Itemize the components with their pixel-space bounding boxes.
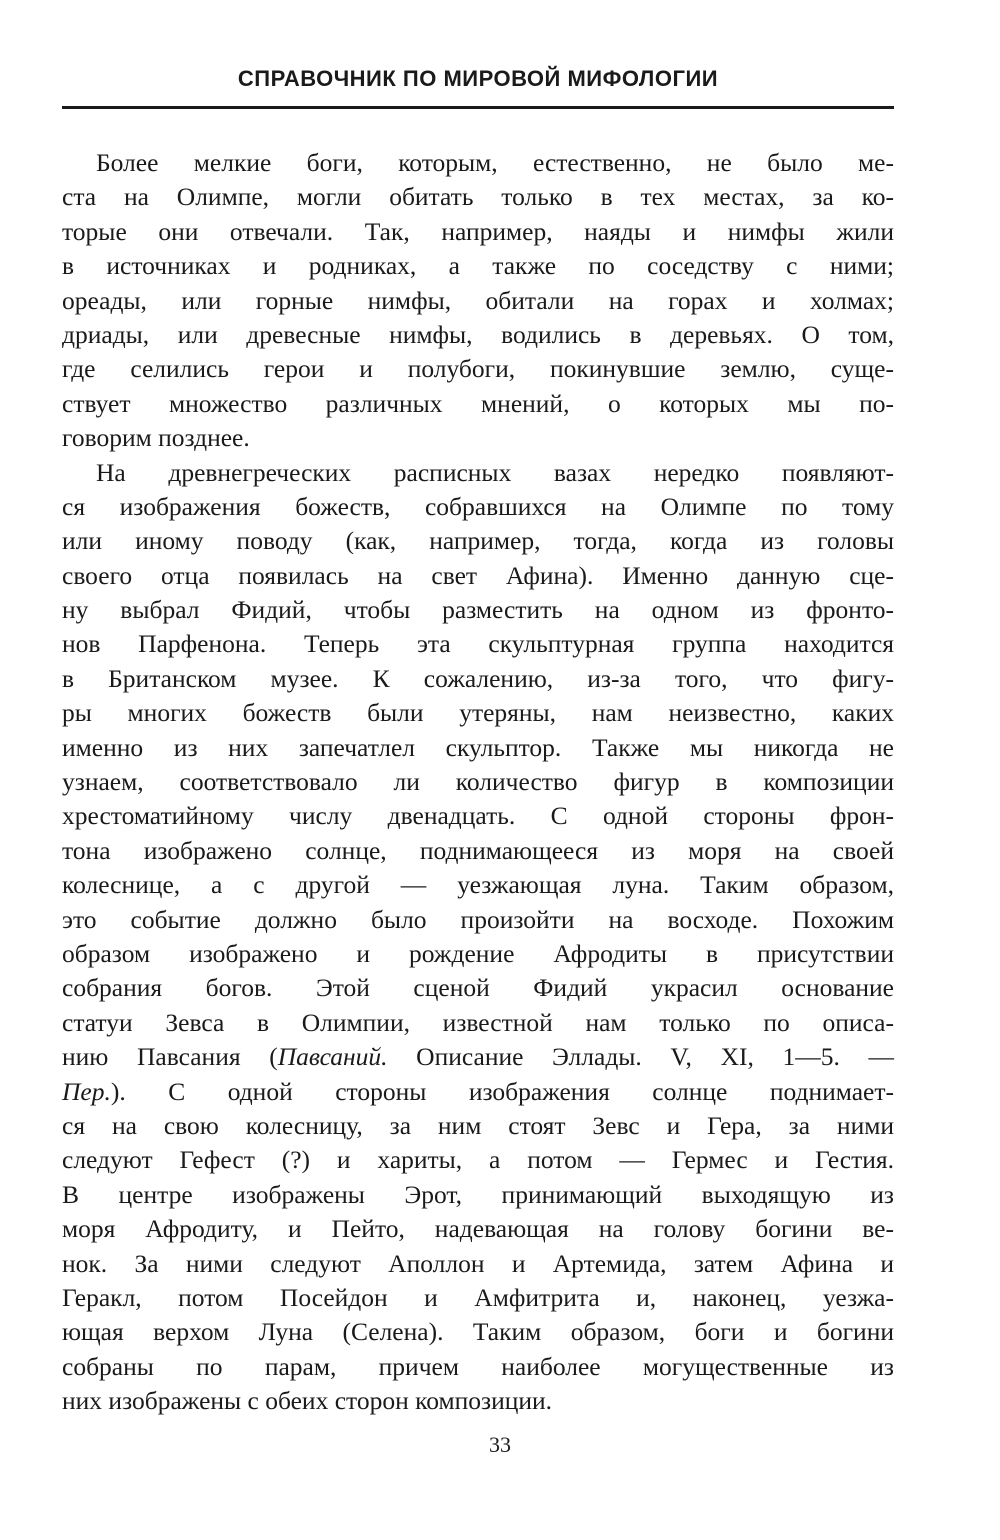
text-line: узнаем, соответствовало ли количество фигур в композиции <box>62 767 894 797</box>
text-line: говорим позднее. <box>62 423 250 453</box>
body-text <box>62 146 894 1418</box>
text-line: моря Афродиту, и Пейто, надевающая на голову богини ве- <box>62 1214 894 1244</box>
text-line: нов Парфенона. Теперь эта скульптурная группа находится <box>62 629 894 659</box>
text-line: это событие должно было произойти на восходе. Похожим <box>62 904 894 934</box>
text-line: ся изображения божеств, собравшихся на Олимпе по тому <box>62 491 894 521</box>
text-line: тона изображено солнце, поднимающееся из моря на своей <box>62 835 894 865</box>
text-line: хрестоматийному числу двенадцать. С одной стороны фрон- <box>62 801 894 831</box>
text-line: Геракл, потом Посейдон и Амфитрита и, наконец, уезжа- <box>62 1282 894 1312</box>
text-line: ну выбрал Фидий, чтобы разместить на одном из фронто- <box>62 595 894 625</box>
text-line: Более мелкие боги, которым, естественно, не было ме- <box>96 148 894 177</box>
text-line: собрания богов. Этой сценой Фидий украсил основание <box>62 973 894 1003</box>
text-line: ореады, или горные нимфы, обитали на горах и холмах; <box>62 285 894 315</box>
text-line: На древнегреческих расписных вазах нередко появляют- <box>96 457 894 487</box>
text-line: торые они отвечали. Так, например, наяды и нимфы жили <box>62 216 894 246</box>
text-line: где селились герои и полубоги, покинувшие землю, суще- <box>62 354 894 384</box>
text-line: ры многих божеств были утеряны, нам неизвестно, каких <box>62 698 894 728</box>
text-fragment: нию Павсания ( <box>62 1042 278 1072</box>
text-line-translator-note <box>62 1075 894 1109</box>
text-line: собраны по парам, причем наиболее могущественные из <box>62 1351 894 1381</box>
running-head-title: СПРАВОЧНИК ПО МИРОВОЙ МИФОЛОГИИ <box>237 66 719 91</box>
text-line: ся на свою колесницу, за ним стоят Зевс и Гера, за ними <box>62 1110 894 1140</box>
text-line: следуют Гефест (?) и хариты, а потом — Гермес и Гестия. <box>62 1145 894 1175</box>
text-line: в Британском музее. К сожалению, из-за того, что фигу- <box>62 663 894 693</box>
text-fragment: Описание Эллады. V, XI, 1—5. — <box>387 1042 894 1072</box>
text-fragment: ). С одной стороны изображения солнце поднимает- <box>110 1076 894 1106</box>
text-line: своего отца появилась на свет Афина). Именно данную сце- <box>62 560 894 590</box>
text-line-pausanias <box>62 1040 894 1074</box>
text-line: дриады, или древесные нимфы, водились в деревьях. О том, <box>62 319 894 349</box>
header-rule <box>62 106 894 109</box>
text-line: образом изображено и рождение Афродиты в присутствии <box>62 938 894 968</box>
text-line: ста на Олимпе, могли обитать только в тех местах, за ко- <box>62 182 894 212</box>
text-line: именно из них запечатлел скульптор. Также мы никогда не <box>62 732 894 762</box>
page-number: 33 <box>489 1432 511 1457</box>
text-line: в источниках и родниках, а также по соседству с ними; <box>62 251 894 281</box>
text-line: колеснице, а с другой — уезжающая луна. Таким образом, <box>62 870 894 900</box>
italic-translator-abbrev: Пер. <box>62 1076 111 1106</box>
text-line: них изображены с обеих сторон композиции. <box>62 1386 553 1416</box>
text-line: ющая верхом Луна (Селена). Таким образом, боги и богини <box>62 1317 894 1347</box>
text-line: или иному поводу (как, например, тогда, когда из головы <box>62 526 894 556</box>
text-line: ствует множество различных мнений, о которых мы по- <box>62 388 894 418</box>
text-line: нок. За ними следуют Аполлон и Артемида, затем Афина и <box>62 1248 894 1278</box>
text-line: В центре изображены Эрот, принимающий выходящую из <box>62 1179 894 1209</box>
text-line: статуи Зевса в Олимпии, известной нам только по описа- <box>62 1007 894 1037</box>
italic-author-name: Павсаний. <box>277 1042 388 1072</box>
